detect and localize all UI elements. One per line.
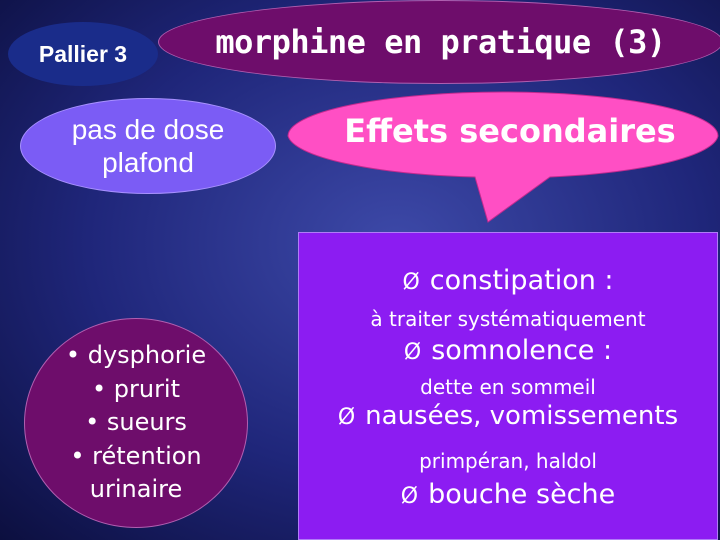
side-effect-item: • sueurs (85, 408, 187, 437)
arrow-icon: Ø (400, 484, 419, 509)
slide-title: morphine en pratique (3) (215, 23, 666, 61)
effects-box (298, 232, 718, 540)
effects-callout-shape (270, 86, 720, 226)
pallier-badge (8, 22, 158, 86)
effect-note: à traiter systématiquement (370, 307, 646, 331)
dose-ellipse (20, 98, 276, 194)
effect-item-bouche (299, 479, 717, 510)
effect-item-constipation (299, 265, 717, 296)
side-effect-item: • dysphorie (65, 341, 207, 370)
arrow-icon: Ø (403, 340, 422, 365)
arrow-icon: Ø (337, 405, 356, 430)
arrow-icon: Ø (402, 270, 420, 295)
effect-title: bouche sèche (428, 479, 616, 510)
effect-title: nausées, vomissements (365, 401, 679, 431)
effect-title: somnolence : (431, 335, 613, 366)
effect-note: primpéran, haldol (419, 449, 597, 473)
pallier-label: Pallier 3 (38, 40, 128, 67)
effects-label: Effets secondaires (344, 112, 676, 150)
effect-note: dette en sommeil (420, 375, 596, 399)
title-oval (158, 0, 720, 84)
effect-item-nausees (299, 401, 717, 431)
effect-title: constipation : (429, 265, 614, 296)
side-effects-ellipse (24, 318, 248, 528)
dose-line-1: pas de dose (71, 113, 225, 145)
side-effect-item: urinaire (89, 475, 183, 504)
side-effect-item: • rétention (70, 441, 202, 470)
effect-item-somnolence (299, 335, 717, 366)
side-effect-item: • prurit (91, 374, 181, 403)
dose-line-2: plafond (102, 147, 194, 178)
